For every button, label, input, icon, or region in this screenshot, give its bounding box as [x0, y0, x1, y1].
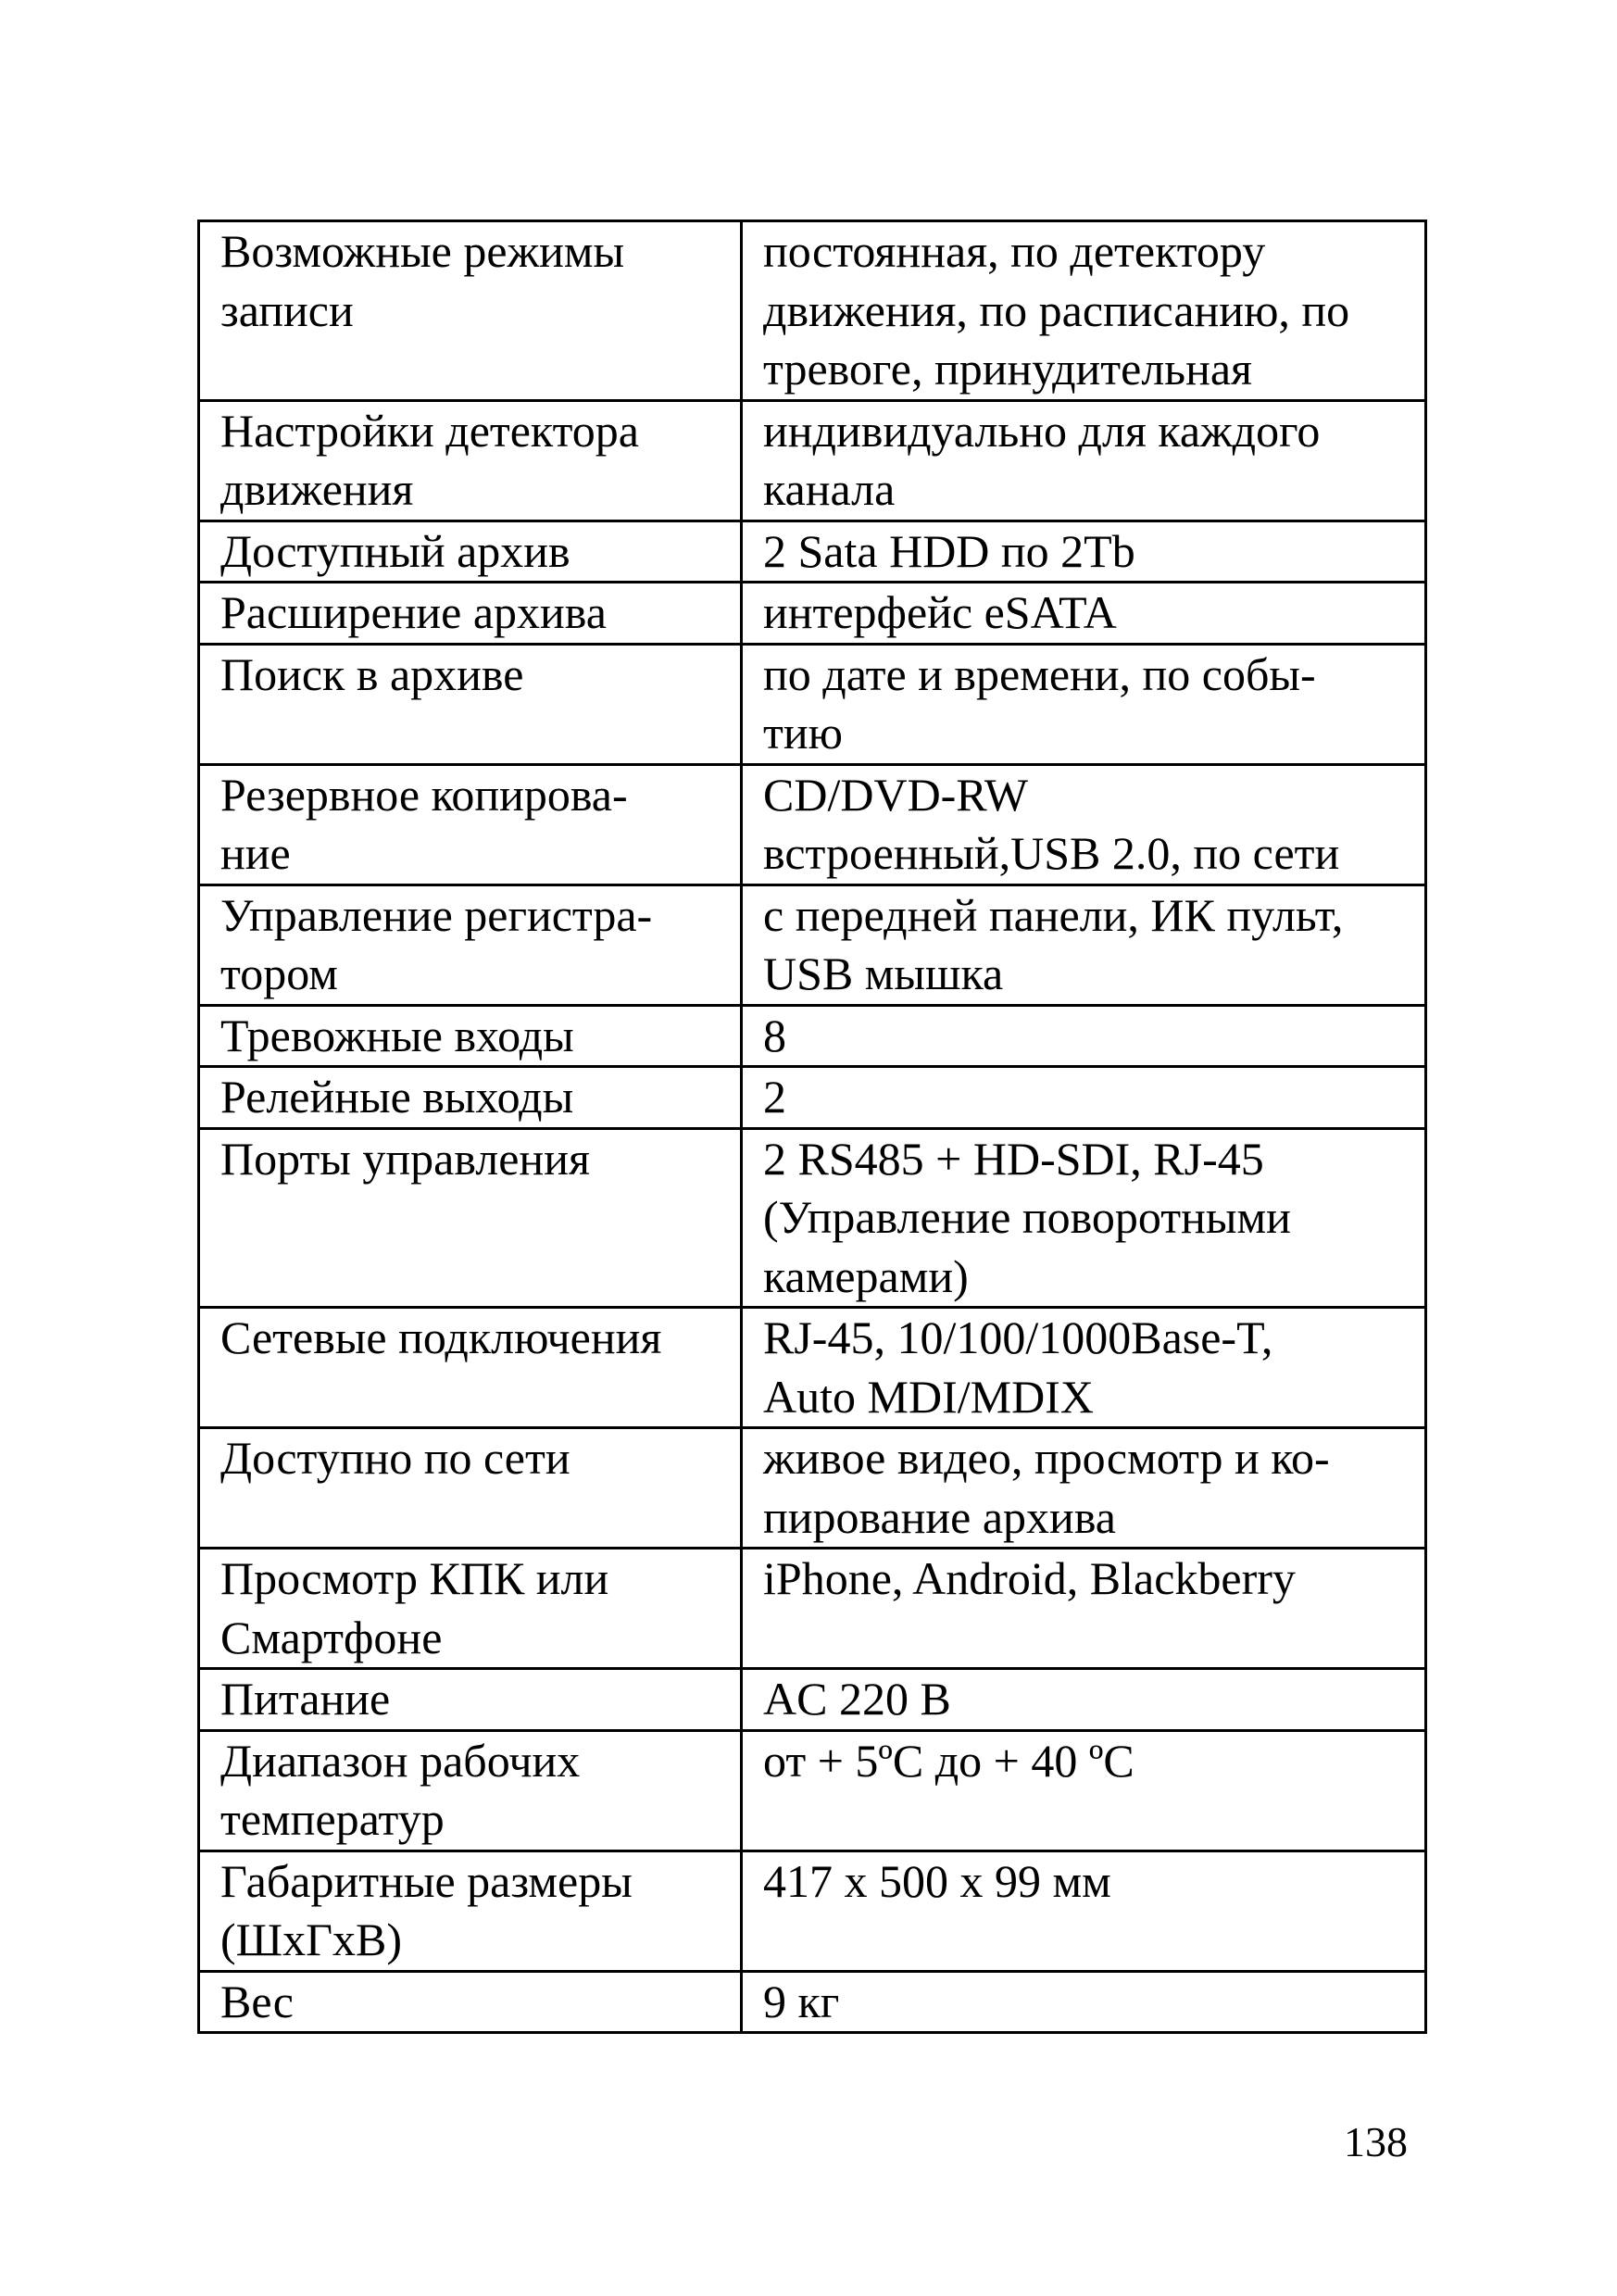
spec-value-cell	[742, 1067, 1426, 1129]
spec-value-cell	[742, 1549, 1426, 1669]
spec-param-cell	[199, 1128, 742, 1308]
table-row	[199, 221, 1426, 401]
spec-param-cell	[199, 400, 742, 521]
page-number: 138	[1344, 2118, 1408, 2165]
spec-param-label: Расширение архива	[220, 586, 607, 638]
spec-value-text: по дате и времени, по собы- тию	[763, 647, 1316, 759]
spec-param-label: Габаритные размеры (ШхГхВ)	[220, 1854, 633, 1965]
spec-param-label: Поиск в архиве	[220, 647, 524, 700]
spec-param-label: Вес	[220, 1975, 294, 2027]
spec-param-label: Просмотр КПК или Смартфоне	[220, 1552, 609, 1663]
spec-param-label: Доступно по сети	[220, 1432, 570, 1484]
spec-param-label: Сетевые подключения	[220, 1311, 662, 1363]
spec-param-label: Резервное копирова- ние	[220, 768, 628, 879]
spec-value-cell	[742, 1971, 1426, 2033]
spec-value-text: живое видео, просмотр и ко- пирование архива	[763, 1432, 1330, 1543]
spec-param-label: Возможные режимы записи	[220, 225, 625, 336]
spec-value-text: с передней панели, ИК пульт, USB мышка	[763, 888, 1344, 999]
spec-value-text: 2 RS485 + HD-SDI, RJ-45 (Управление поворотными камерами)	[763, 1132, 1291, 1302]
table-row	[199, 1669, 1426, 1731]
spec-value-cell	[742, 1128, 1426, 1308]
spec-param-cell	[199, 1308, 742, 1428]
spec-value-text: 8	[763, 1009, 786, 1061]
spec-value-cell	[742, 1851, 1426, 1971]
spec-value-text: 417 x 500 x 99 мм	[763, 1854, 1111, 1907]
spec-value-cell	[742, 583, 1426, 645]
spec-param-cell	[199, 764, 742, 885]
table-row	[199, 1128, 1426, 1308]
table-row	[199, 1067, 1426, 1129]
spec-value-cell	[742, 221, 1426, 401]
spec-value-cell	[742, 1308, 1426, 1428]
spec-param-label: Доступный архив	[220, 524, 570, 577]
table-row	[199, 885, 1426, 1005]
spec-value-cell	[742, 764, 1426, 885]
spec-value-text: интерфейс eSATA	[763, 586, 1117, 638]
spec-value-text: постоянная, по детектору движения, по расписанию, по тревоге, принудительная	[763, 225, 1350, 395]
table-row	[199, 1549, 1426, 1669]
spec-param-cell	[199, 1005, 742, 1067]
table-row	[199, 583, 1426, 645]
spec-value-text: от + 5ºC до + 40 ºC	[763, 1734, 1134, 1787]
table-row	[199, 400, 1426, 521]
spec-value-cell	[742, 521, 1426, 583]
spec-value-cell	[742, 400, 1426, 521]
spec-value-text: CD/DVD-RW встроенный,USB 2.0, по сети	[763, 768, 1340, 879]
spec-value-cell	[742, 1428, 1426, 1549]
spec-value-cell	[742, 1730, 1426, 1851]
table-row	[199, 1851, 1426, 1971]
spec-param-label: Питание	[220, 1673, 391, 1725]
spec-param-label: Порты управления	[220, 1132, 590, 1185]
spec-value-text: 9 кг	[763, 1975, 840, 2027]
spec-value-cell	[742, 885, 1426, 1005]
spec-value-cell	[742, 1669, 1426, 1731]
table-row	[199, 1005, 1426, 1067]
table-row	[199, 1971, 1426, 2033]
spec-param-cell	[199, 1971, 742, 2033]
spec-param-cell	[199, 885, 742, 1005]
table-row	[199, 644, 1426, 764]
spec-param-cell	[199, 521, 742, 583]
table-row	[199, 1730, 1426, 1851]
spec-value-text: iPhone, Android, Blackberry	[763, 1552, 1296, 1604]
spec-param-cell	[199, 1851, 742, 1971]
spec-param-cell	[199, 1730, 742, 1851]
spec-param-label: Релейные выходы	[220, 1071, 574, 1123]
spec-value-cell	[742, 1005, 1426, 1067]
table-row	[199, 1308, 1426, 1428]
table-row	[199, 521, 1426, 583]
spec-param-label: Тревожные входы	[220, 1009, 574, 1061]
spec-param-cell	[199, 1549, 742, 1669]
spec-value-text: 2 Sata HDD по 2Tb	[763, 524, 1135, 577]
spec-param-cell	[199, 1067, 742, 1129]
table-row	[199, 764, 1426, 885]
spec-param-cell	[199, 583, 742, 645]
spec-value-cell	[742, 644, 1426, 764]
spec-table	[197, 220, 1427, 2034]
spec-param-label: Настройки детектора движения	[220, 404, 639, 515]
spec-param-cell	[199, 644, 742, 764]
spec-param-cell	[199, 221, 742, 401]
spec-param-label: Управление регистра- тором	[220, 888, 653, 999]
spec-param-label: Диапазон рабочих температур	[220, 1734, 581, 1845]
spec-param-cell	[199, 1669, 742, 1731]
spec-param-cell	[199, 1428, 742, 1549]
spec-table-body	[199, 221, 1426, 2033]
spec-value-text: 2	[763, 1071, 786, 1123]
spec-value-text: RJ-45, 10/100/1000Base-T, Auto MDI/MDIX	[763, 1311, 1273, 1423]
spec-value-text: индивидуально для каждого канала	[763, 404, 1321, 515]
table-row	[199, 1428, 1426, 1549]
spec-value-text: AC 220 В	[763, 1673, 951, 1725]
